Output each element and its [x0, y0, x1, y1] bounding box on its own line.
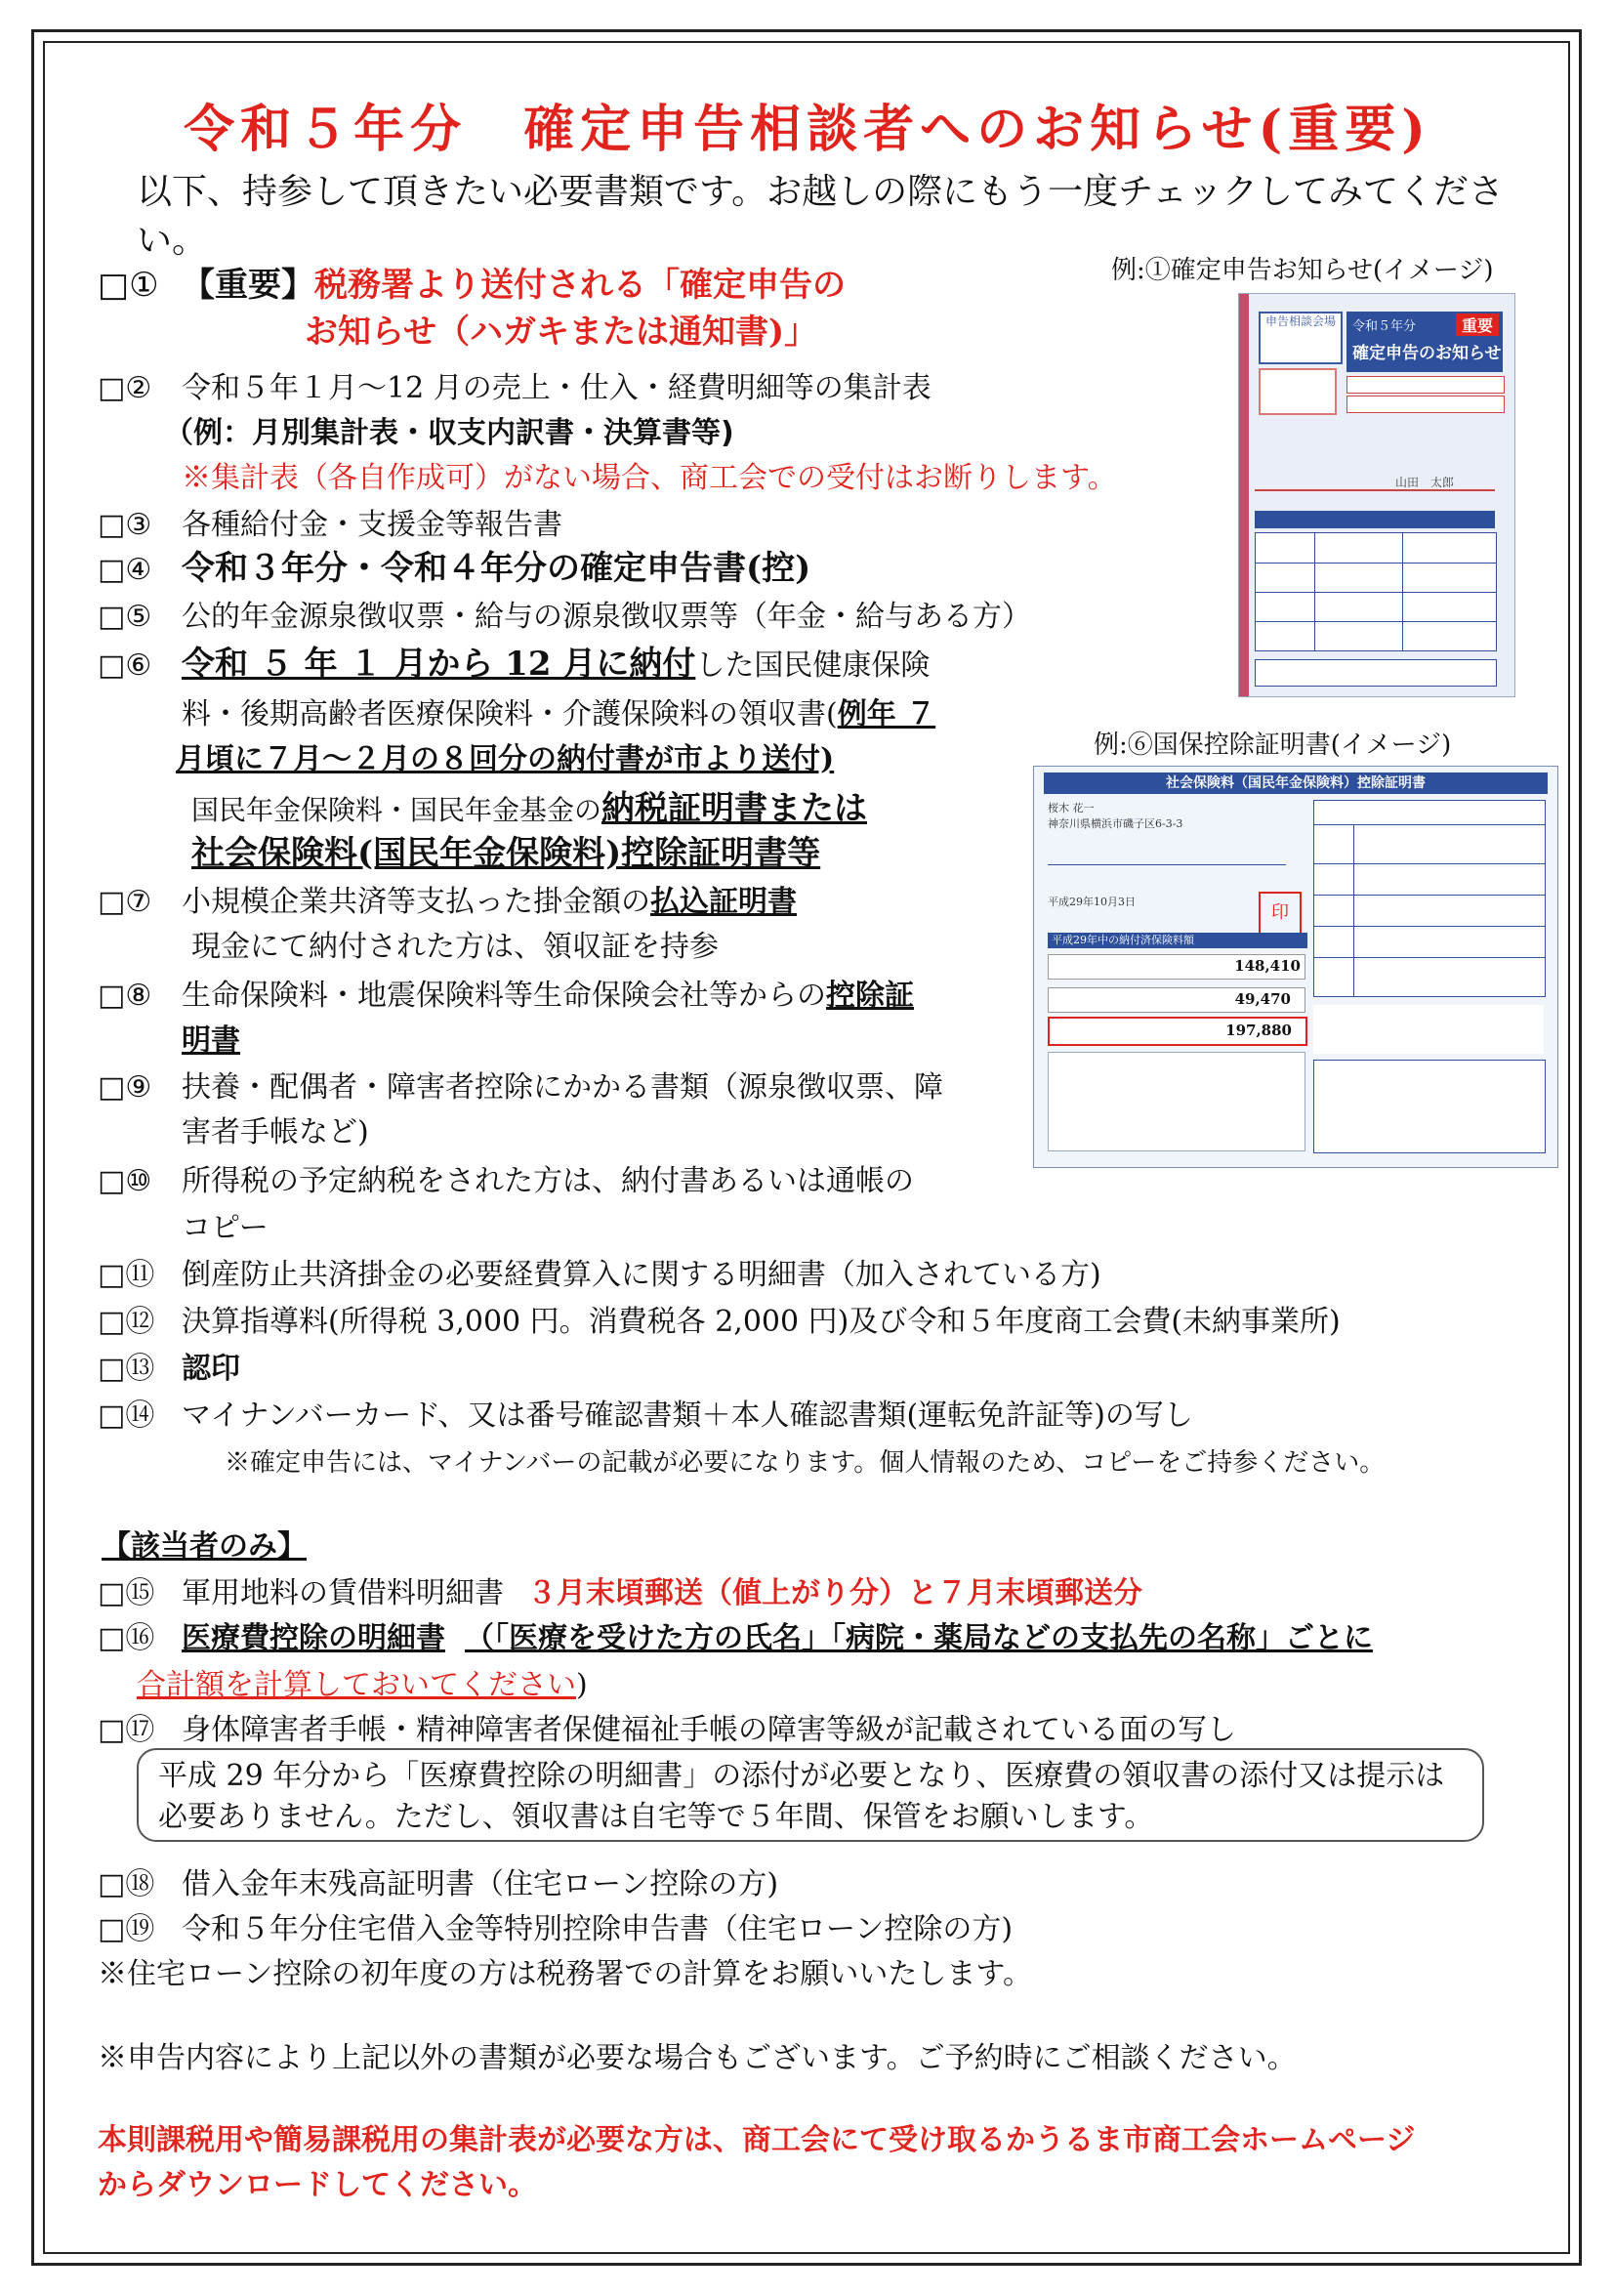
item-2: □② 令和５年１月～12 月の売上・仕入・経費明細等の集計表 [98, 371, 932, 405]
certificate-stamp: 印 [1259, 892, 1302, 935]
insurance-certificate-image [1033, 766, 1558, 1168]
item-6: □⑥ 令和 ５ 年 １ 月から 12 月に納付した国民健康保険 [98, 645, 931, 684]
postcard-table-header [1255, 511, 1495, 528]
item-14-note: ※確定申告には、マイナンバーの記載が必要になります。個人情報のため、コピーをご持参ください。 [225, 1448, 1386, 1478]
certificate-section: 平成29年中の納付済保険料額 [1048, 933, 1307, 948]
item-2-note: ※集計表（各自作成可）がない場合、商工会での受付はお断りします。 [182, 461, 1117, 495]
notice-postcard-image [1238, 293, 1515, 697]
footer-line-2: からダウンロードしてください。 [98, 2168, 537, 2202]
footer-line-1: 本則課税用や簡易課税用の集計表が必要な方は、商工会にて受け取るかうるま市商工会ホームページ [98, 2123, 1416, 2157]
item-4: □④ 令和３年分・令和４年分の確定申告書(控) [98, 549, 811, 588]
item-9-cont: 害者手帳など) [182, 1115, 369, 1149]
postcard-venue-box: 申告相談会場 [1259, 312, 1343, 364]
item-14: □⑭ マイナンバーカード、又は番号確認書類＋本人確認書類(運転免許証等)の写し [98, 1398, 1193, 1433]
item-18: □⑱ 借入金年末残高証明書（住宅ローン控除の方) [98, 1867, 779, 1901]
item-8-cont: 明書 [182, 1023, 240, 1058]
item-7-note: 現金にて納付された方は、領収証を持参 [191, 930, 719, 964]
item-13: □⑬ 認印 [98, 1352, 240, 1386]
postcard-header: 令和５年分 重要 確定申告のお知らせ [1346, 312, 1503, 372]
postcard-footer [1255, 659, 1497, 687]
certificate-date: 平成29年10月3日 [1048, 896, 1136, 908]
item-9: □⑨ 扶養・配偶者・障害者控除にかかる書類（源泉徴収票、障 [98, 1070, 943, 1105]
postcard-stamp-area [1259, 368, 1337, 415]
item-16-cont: 合計額を計算しておいてください) [137, 1668, 588, 1702]
certificate-info-box [1313, 1060, 1546, 1153]
image-caption-1: 例:①確定申告お知らせ(イメージ) [1111, 256, 1494, 285]
certificate-row-2: 49,470 [1048, 987, 1305, 1013]
item-5: □⑤ 公的年金源泉徴収票・給与の源泉徴収票等（年金・給与ある方） [98, 600, 1031, 634]
item-17: □⑰ 身体障害者手帳・精神障害者保健福祉手帳の障害等級が記載されている面の写し [98, 1713, 1236, 1747]
loan-note: ※住宅ローン控除の初年度の方は税務署での計算をお願いいたします。 [98, 1957, 1032, 1991]
item-1-cont: お知らせ（ハガキまたは通知書)」 [305, 313, 818, 352]
postcard-table [1255, 532, 1497, 651]
medical-note-box: 平成 29 年分から「医療費控除の明細書」の添付が必要となり、医療費の領収書の添付又は提示は必要ありません。ただし、領収書は自宅等で５年間、保管をお願いします。 [137, 1748, 1484, 1842]
item-1: □① 【重要】税務署より送付される「確定申告の [98, 266, 846, 305]
item-12: □⑫ 決算指導料(所得税 3,000 円。消費税各 2,000 円)及び令和５年度商工会費(未納事業所) [98, 1305, 1341, 1339]
image-caption-2: 例:⑥国保控除証明書(イメージ) [1094, 731, 1452, 760]
other-note: ※申告内容により上記以外の書類が必要な場合もございます。ご予約時にご相談ください。 [98, 2041, 1297, 2075]
item-7: □⑦ 小規模企業共済等支払った掛金額の払込証明書 [98, 885, 797, 919]
postcard-warning-1 [1346, 376, 1505, 394]
certificate-address: 神奈川県横浜市磯子区6-3-3 [1048, 817, 1183, 830]
postcard-edge [1239, 294, 1249, 696]
intro-text: 以下、持参して頂きたい必要書類です。お越しの際にもう一度チェックしてみてください。 [137, 172, 1505, 261]
item-19: □⑲ 令和５年分住宅借入金等特別控除申告書（住宅ローン控除の方) [98, 1912, 1014, 1946]
certificate-grid [1313, 800, 1546, 997]
item-6-line5: 社会保険料(国民年金保険料)控除証明書等 [191, 834, 821, 873]
item-6-line4: 国民年金保険料・国民年金基金の納税証明書または [191, 789, 868, 828]
certificate-row-1: 148,410 [1048, 954, 1305, 980]
item-15: □⑮ 軍用地料の賃借料明細書 ３月末頃郵送（値上がり分）と７月末頃郵送分 [98, 1576, 1142, 1610]
postcard-name: 山田 太郎 [1395, 476, 1455, 489]
section-header: 【該当者のみ】 [102, 1529, 307, 1564]
postcard-redline [1255, 489, 1495, 491]
item-16: □⑯ 医療費控除の明細書 （「医療を受けた方の氏名」「病院・薬局などの支払先の名称」ごとに [98, 1621, 1373, 1655]
item-11: □⑪ 倒産防止共済掛金の必要経費算入に関する明細書（加入されている方) [98, 1258, 1101, 1292]
item-2-example: （例：月別集計表・収支内訳書・決算書等) [164, 416, 734, 450]
item-10: □⑩ 所得税の予定納税をされた方は、納付書あるいは通帳の [98, 1164, 914, 1198]
postcard-warning-2 [1346, 396, 1505, 413]
item-6-line2: 料・後期高齢者医療保険料・介護保険料の領収書(例年 ７ [182, 697, 936, 731]
certificate-bullets [1313, 1005, 1544, 1054]
item-8: □⑧ 生命保険料・地震保険料等生命保険会社等からの控除証 [98, 979, 914, 1013]
item-6-line3: 月頃に７月～２月の８回分の納付書が市より送付) [176, 742, 835, 776]
certificate-title: 社会保険料（国民年金保険料）控除証明書 [1044, 772, 1548, 794]
certificate-name: 桜木 花一 [1048, 802, 1095, 814]
item-10-cont: コピー [182, 1211, 269, 1245]
page-title: 令和５年分 確定申告相談者へのお知らせ(重要) [184, 100, 1431, 159]
certificate-total-row: 197,880 [1048, 1017, 1307, 1046]
postcard-badge: 重要 [1456, 313, 1499, 336]
certificate-notes [1048, 1052, 1305, 1151]
item-3: □③ 各種給付金・支援金等報告書 [98, 508, 562, 542]
